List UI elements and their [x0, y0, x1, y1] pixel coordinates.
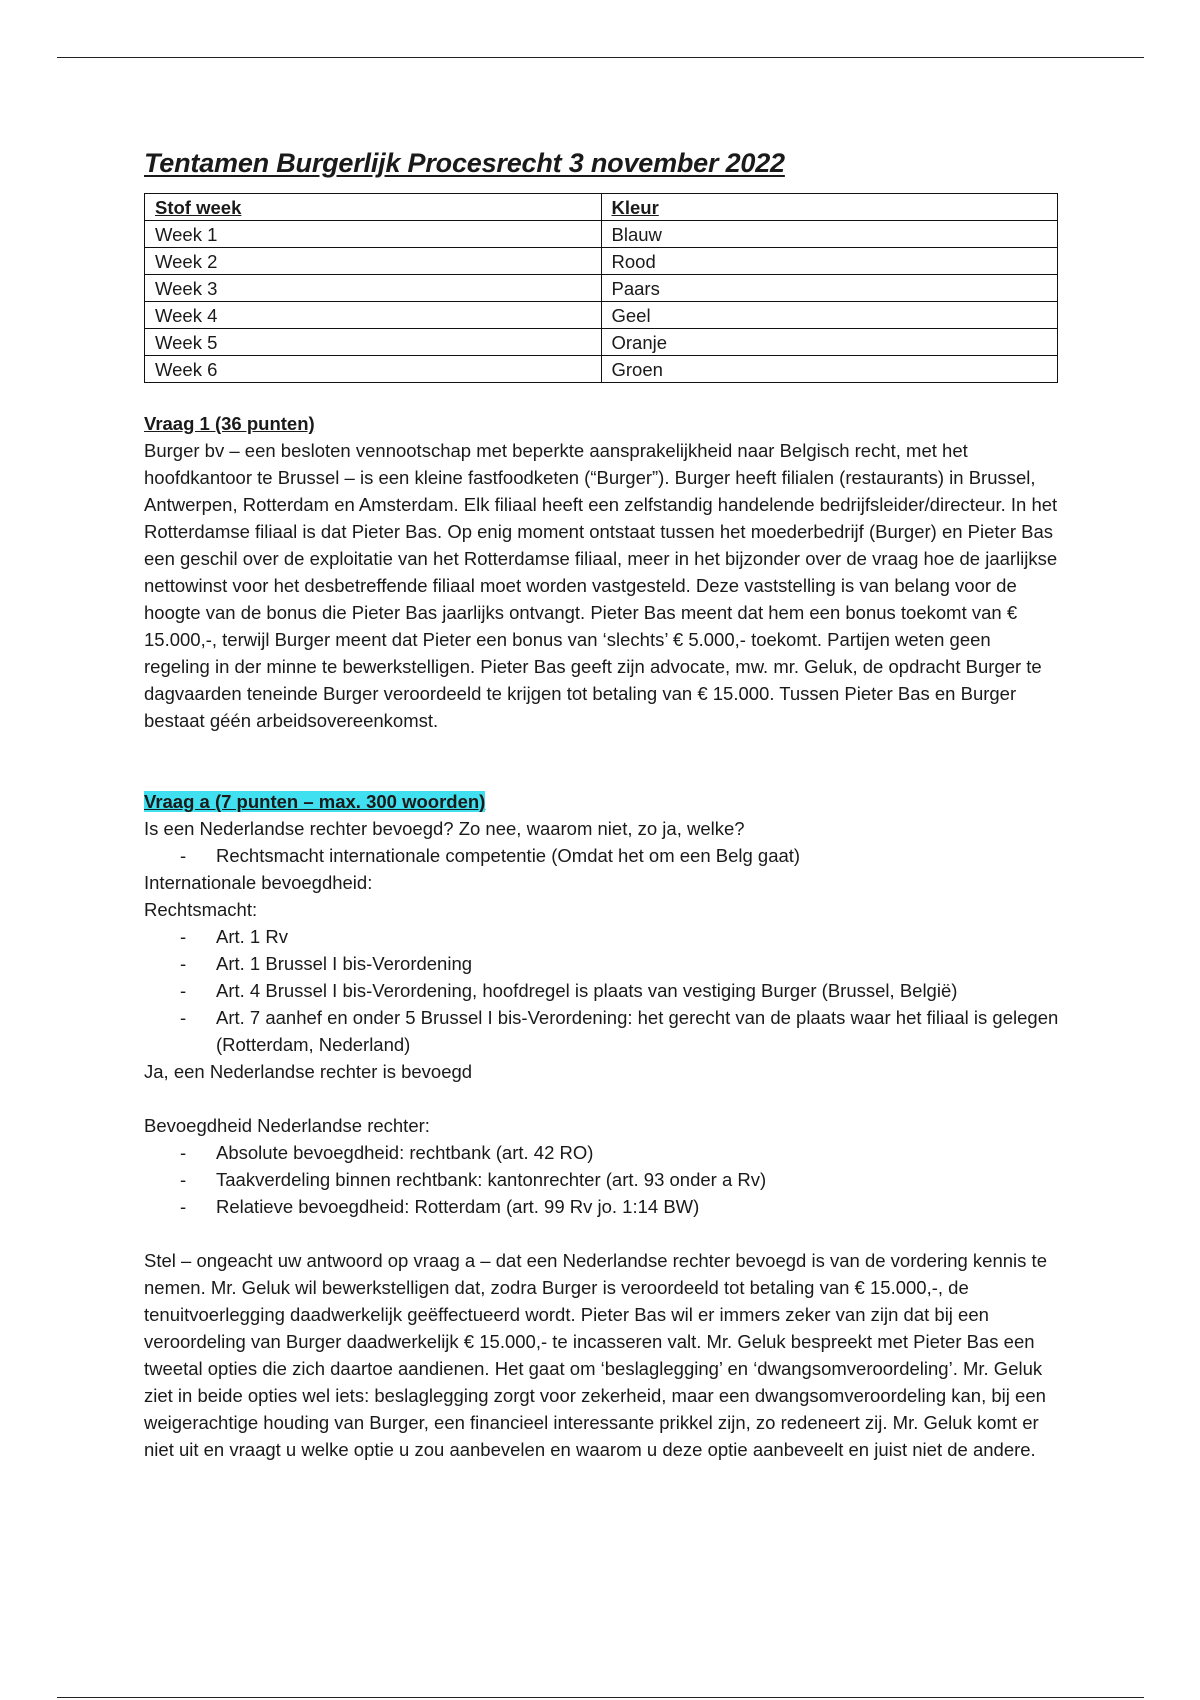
list-item: - Absolute bevoegdheid: rechtbank (art. 42 RO)	[216, 1139, 1059, 1166]
week-cell: Week 3	[145, 275, 602, 302]
rechtsmacht-list	[144, 923, 1059, 1058]
list-item: - Art. 7 aanhef en onder 5 Brussel I bis-Verordening: het gerecht van de plaats waar het filiaal is gelegen (Rotterdam, Nederland)	[216, 1004, 1059, 1058]
list-item: - Rechtsmacht internationale competentie (Omdat het om een Belg gaat)	[216, 842, 1059, 869]
table-row	[145, 221, 1058, 248]
list-item: - Art. 1 Rv	[216, 923, 1059, 950]
question-a-bullets	[144, 842, 1059, 869]
header-rule	[57, 57, 1144, 58]
rechtsmacht-label: Rechtsmacht:	[144, 899, 258, 920]
question-a-title-line	[144, 788, 1059, 815]
table-row	[145, 302, 1058, 329]
color-cell: Rood	[601, 248, 1058, 275]
week-cell: Week 2	[145, 248, 602, 275]
header-kleur: Kleur	[601, 194, 1058, 221]
color-cell: Blauw	[601, 221, 1058, 248]
international-label: Internationale bevoegdheid:	[144, 872, 373, 893]
stel-paragraph: Stel – ongeacht uw antwoord op vraag a – dat een Nederlandse rechter bevoegd is van de vordering kennis te nemen. Mr. Geluk wil bewerkstelligen dat, zodra Burger is veroordeeld tot betaling van € 15.000,-, de tenuitvoerlegging daadwerkelijk geëffectueerd wordt. Pieter Bas wil er immers zeker van zijn dat bij een veroordeling van Burger daadwerkelijk € 15.000,- te incasseren valt. Mr. Geluk bespreekt met Pieter Bas een tweetal opties die zich daartoe aandienen. Het gaat om ‘beslaglegging’ en ‘dwangsomveroordeling’. Mr. Geluk ziet in beide opties wel iets: beslaglegging zorgt voor zekerheid, maar een dwangsomveroordeling kan, bij een weigerachtige houding van Burger, een financieel interessante prikkel zijn, zo redeneert zij. Mr. Geluk komt er niet uit en vraagt u welke optie u zou aanbevelen en waarom u deze optie aanbeveelt en juist niet de andere.	[144, 1250, 1047, 1460]
question-1-body: Burger bv – een besloten vennootschap met beperkte aansprakelijkheid naar Belgisch recht, met het hoofdkantoor te Brussel – is een kleine fastfoodketen (“Burger”). Burger heeft filialen (restaurants) in Brussel, Antwerpen, Rotterdam en Amsterdam. Elk filiaal heeft een zelfstandig handelende bedrijfsleider/directeur. In het Rotterdamse filiaal is dat Pieter Bas. Op enig moment ontstaat tussen het moederbedrijf (Burger) en Pieter Bas een geschil over de exploitatie van het Rotterdamse filiaal, meer in het bijzonder over de vraag hoe de jaarlijkse nettowinst voor het desbetreffende filiaal moet worden vastgesteld. Deze vaststelling is van belang voor de hoogte van de bonus die Pieter Bas jaarlijks ontvangt. Pieter Bas meent dat hem een bonus toekomt van € 15.000,-, terwijl Burger meent dat Pieter een bonus van ‘slechts’ € 5.000,- toekomt. Partijen weten geen regeling in der minne te bewerkstelligen. Pieter Bas geeft zijn advocate, mw. mr. Geluk, de opdracht Burger te dagvaarden teneinde Burger veroordeeld te krijgen tot betaling van € 15.000. Tussen Pieter Bas en Burger bestaat géén arbeidsovereenkomst.	[144, 440, 1058, 731]
question-a-title: Vraag a (7 punten – max. 300 woorden)	[144, 791, 486, 812]
week-cell: Week 1	[145, 221, 602, 248]
document-page	[144, 145, 1059, 1463]
list-item: - Art. 1 Brussel I bis-Verordening	[216, 950, 1059, 977]
spacer	[144, 734, 1059, 788]
table-row	[145, 275, 1058, 302]
nl-bevoegdheid-label: Bevoegdheid Nederlandse rechter:	[144, 1115, 430, 1136]
color-cell: Paars	[601, 275, 1058, 302]
color-cell: Geel	[601, 302, 1058, 329]
week-cell: Week 4	[145, 302, 602, 329]
conclusion: Ja, een Nederlandse rechter is bevoegd	[144, 1061, 473, 1082]
table-header-row	[145, 194, 1058, 221]
list-item: - Relatieve bevoegdheid: Rotterdam (art. 99 Rv jo. 1:14 BW)	[216, 1193, 1059, 1220]
week-cell: Week 5	[145, 329, 602, 356]
week-color-table	[144, 193, 1058, 383]
spacer	[144, 1220, 1059, 1247]
spacer	[144, 1085, 1059, 1112]
table-row	[145, 248, 1058, 275]
week-cell: Week 6	[145, 356, 602, 383]
footer-rule	[57, 1697, 1144, 1698]
list-item: - Art. 4 Brussel I bis-Verordening, hoofdregel is plaats van vestiging Burger (Brussel, België)	[216, 977, 1059, 1004]
color-cell: Groen	[601, 356, 1058, 383]
question-a-text: Is een Nederlandse rechter bevoegd? Zo nee, waarom niet, zo ja, welke?	[144, 818, 745, 839]
document-title: Tentamen Burgerlijk Procesrecht 3 november 2022	[144, 148, 785, 178]
table-row	[145, 329, 1058, 356]
header-stof-week: Stof week	[145, 194, 602, 221]
question-1-title: Vraag 1 (36 punten)	[144, 413, 315, 434]
nl-bevoegdheid-list	[144, 1139, 1059, 1220]
list-item: - Taakverdeling binnen rechtbank: kantonrechter (art. 93 onder a Rv)	[216, 1166, 1059, 1193]
table-row	[145, 356, 1058, 383]
color-cell: Oranje	[601, 329, 1058, 356]
